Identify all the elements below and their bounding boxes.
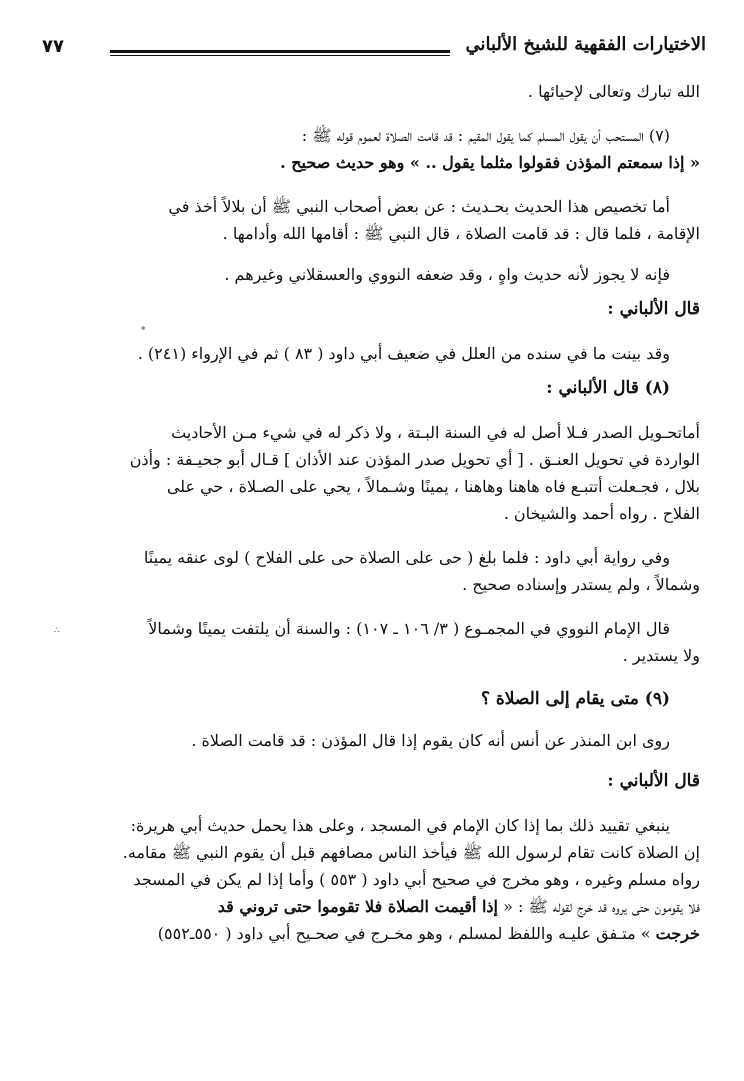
paragraph-8: قال الإمام النووي في المجمـوع ( ٣/ ١٠٦ ـ ١٠٧) : والسنة أن يلتفت يمينًا وشمالاً ولا يستدير . [148, 619, 700, 665]
page-header [38, 30, 706, 64]
scan-speck: ∴ [54, 626, 60, 636]
paragraph-5: وقد بينت ما في سنده من العلل في ضعيف أبي داود ( ٨٣ ) ثم في الإرواء (٢٤١) . [137, 344, 670, 363]
heading-section-8: (٨) قال الألباني : [546, 378, 670, 398]
paragraph-6: أماتحـويل الصدر فـلا أصل له في السنة البـتة ، ولا ذكر له في شيء مـن الأحاديث الواردة في تحويل العنـق . [ أي تحويل صدر المؤذن عند الأذان ] قـال أبو جحيـفة : وأذن بلال ، فجـعلت أتتبـع فاه هاهنا وهاهنا ، يمينًا وشـمالاً ، يحي على الصـلاة ، حي على الفلاح . رواه أحمد والشيخان . [129, 423, 700, 523]
scan-speck: ∗ [140, 324, 147, 334]
heading-albani-1: قال الألباني : [607, 299, 700, 319]
paragraph-7: وفي رواية أبي داود : فلما بلغ ( حى على الصلاة حى على الفلاح ) لوى عنقه يمينًا وشمالاً ، ولم يستدر وإسناده صحيح . [143, 548, 700, 594]
running-title: الاختيارات الفقهية للشيخ الألباني [465, 34, 706, 55]
heading-section-9: (٩) متى يقام إلى الصلاة ؟ [480, 689, 670, 709]
paragraph-3: أما تخصيص هذا الحديث بحـديث : عن بعض أصحاب النبي ﷺ أن بلالاً أخذ في الإقامة ، فلما قال : قد قامت الصلاة ، قال النبي ﷺ : أقامها الله وأدامها . [168, 197, 700, 243]
page-number: ٧٧ [42, 36, 64, 57]
paragraph-2: (٧) المستحب أن يقول المسلم كما يقول المقيم : قد قامت الصلاة لعموم قوله ﷺ : « إذا سمعتم المؤذن فقولوا مثلما يقول .. » وهو حديث صحيح . [280, 126, 700, 172]
paragraph-1: الله تبارك وتعالى لإحيائها . [527, 82, 700, 101]
header-rule-thin [110, 55, 450, 56]
paragraph-4: فإنه لا يجوز لأنه حديث واهٍ ، وقد ضعفه النووي والعسقلاني وغيرهم . [224, 265, 670, 284]
paragraph-10: ينبغي تقييد ذلك بما إذا كان الإمام في المسجد ، وعلى هذا يحمل حديث أبي هريرة: إن الصلاة كانت تقام لرسول الله ﷺ فيأخذ الناس مصافهم قبل أن يقوم النبي ﷺ مقامه. رواه مسلم وغيره ، وهو مخرج في صحيح أبي داود ( ٥٥٣ ) وأما إذا لم يكن في المسجد فلا يقومون حتى يروه قد خرج لقوله ﷺ : « إذا أقيمت الصلاة فلا تقوموا حتى تروني قد خرجت » متـفق عليـه واللفظ لمسلم ، وهو مخـرج في صحـيح أبي داود ( ٥٥٠ـ٥٥٢) [122, 816, 700, 943]
header-rule [110, 50, 450, 53]
paragraph-9: روى ابن المنذر عن أنس أنه كان يقوم إذا قال المؤذن : قد قامت الصلاة . [191, 731, 670, 750]
page-body [48, 78, 700, 947]
heading-albani-2: قال الألباني : [607, 771, 700, 791]
